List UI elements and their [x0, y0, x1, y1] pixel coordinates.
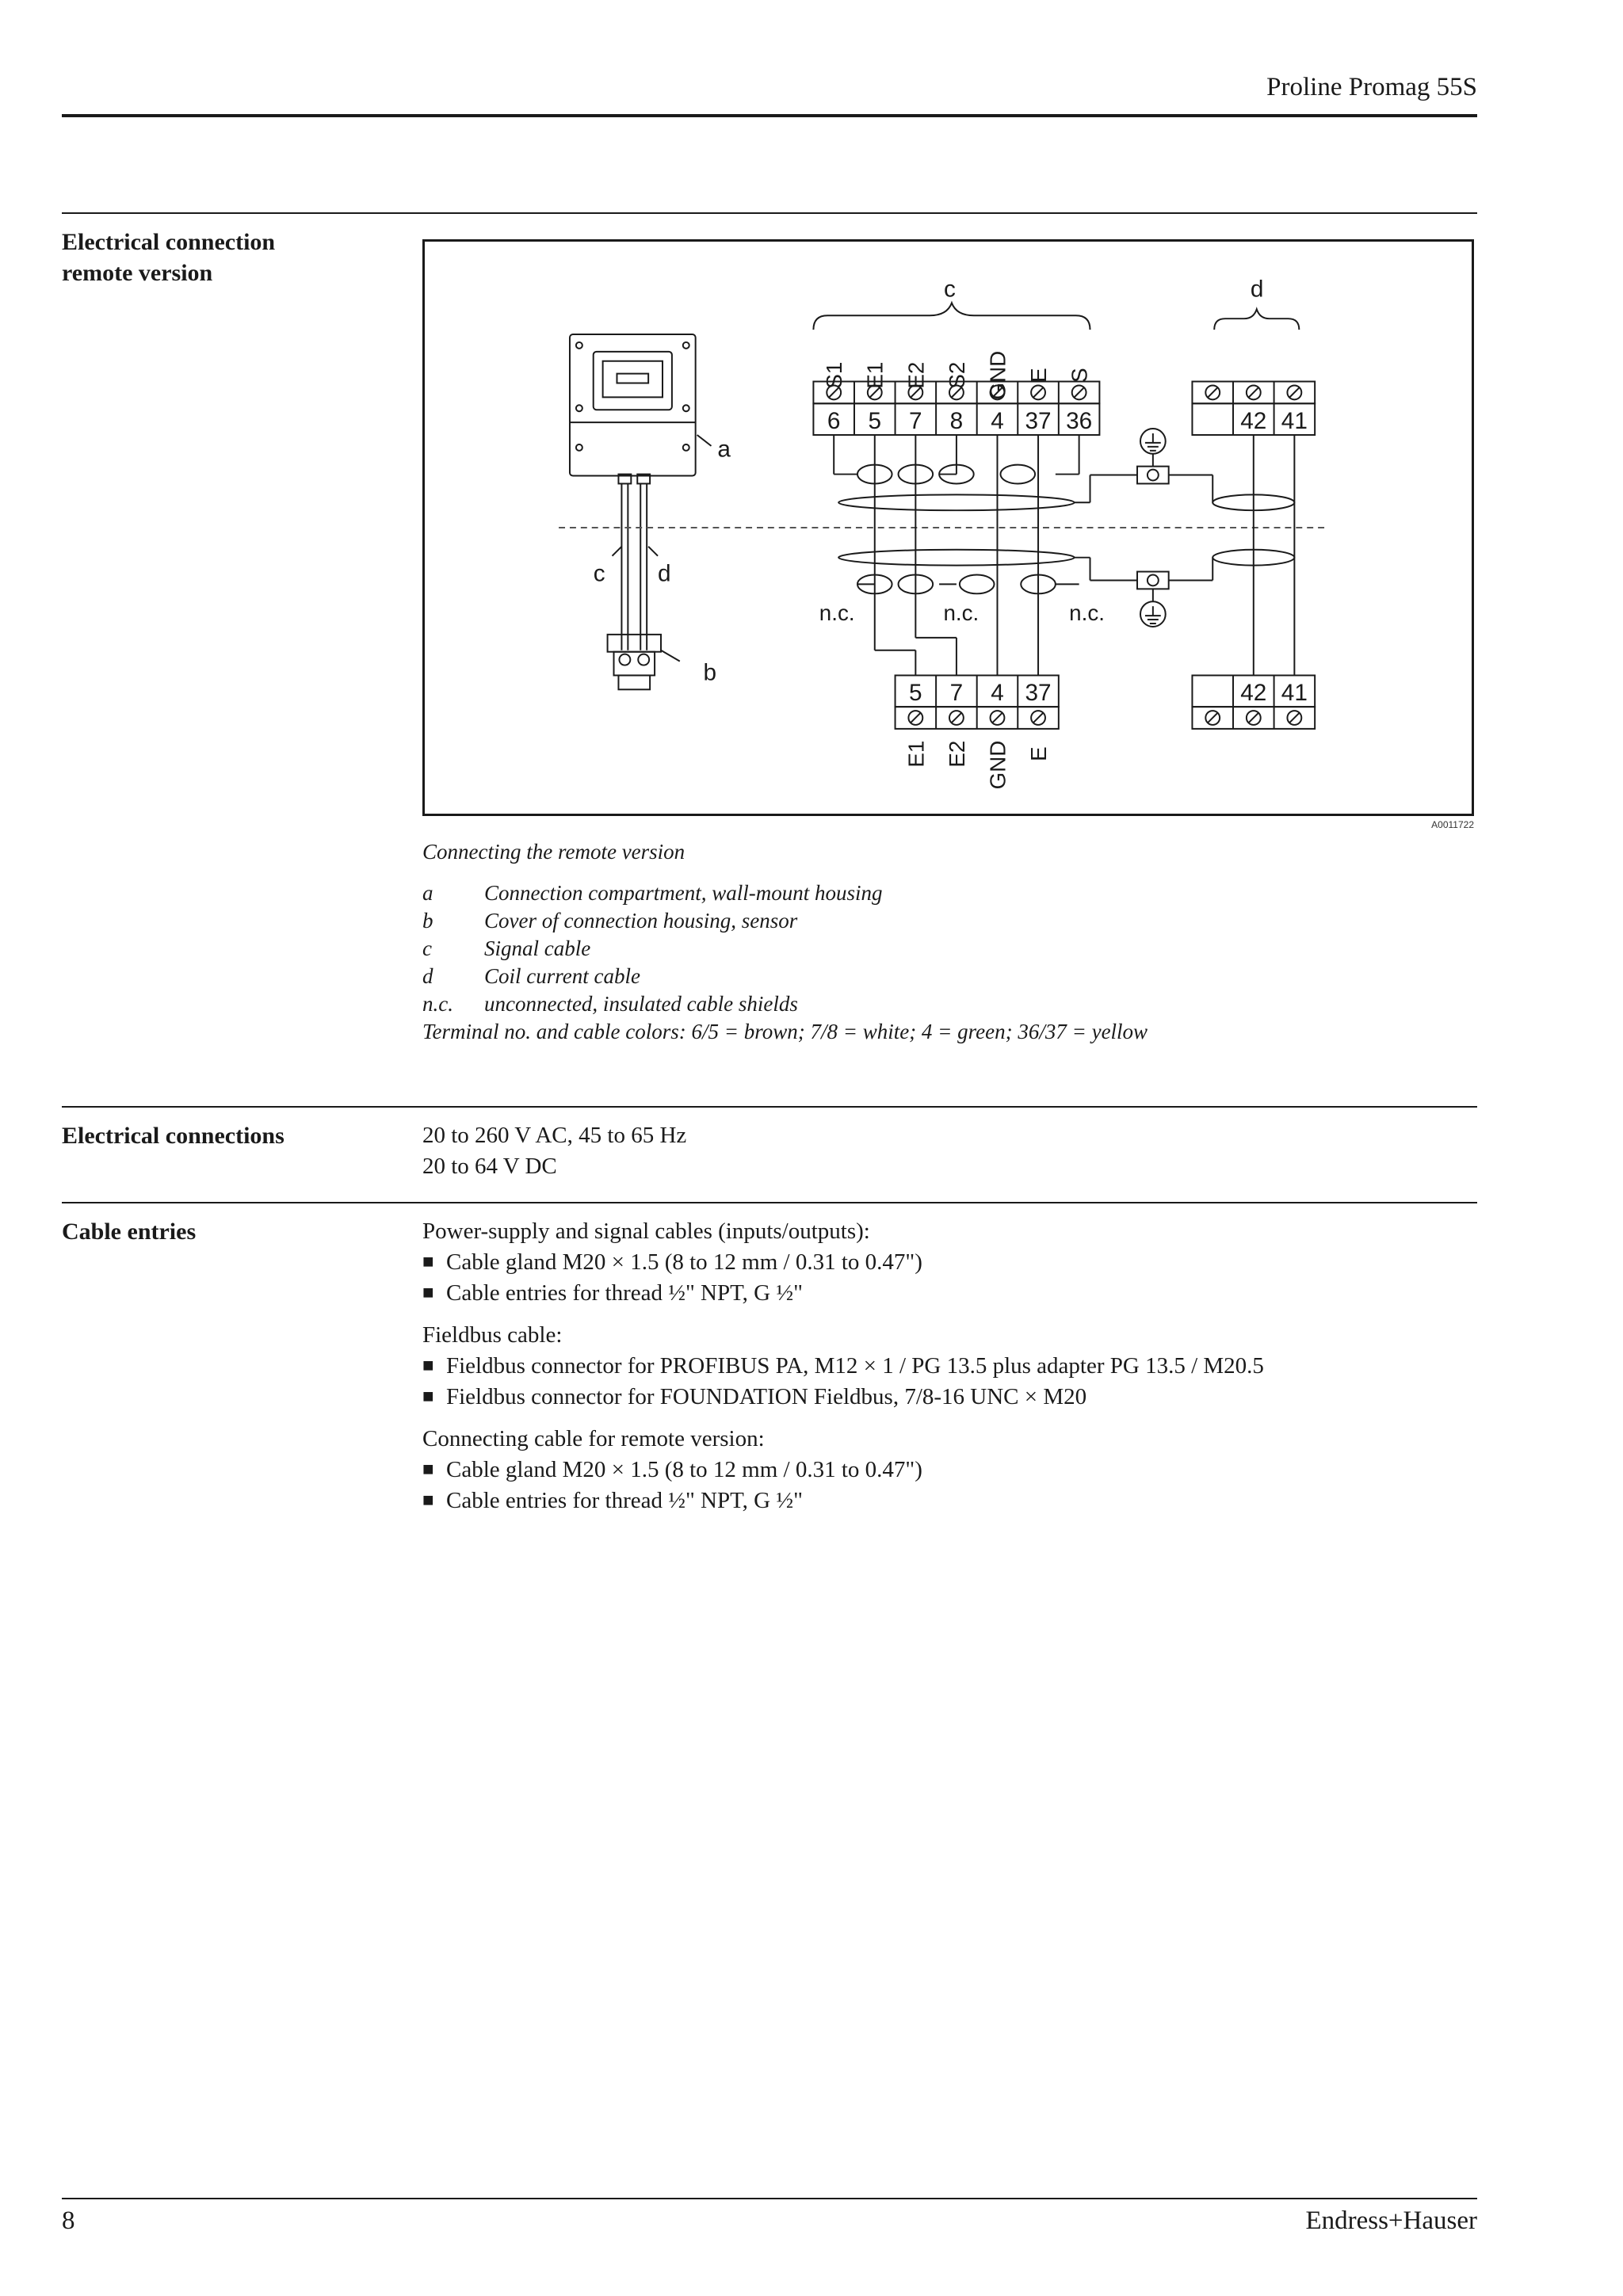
bottom-signal-numbers [909, 680, 1052, 706]
brace-d [1214, 309, 1299, 330]
bullet-item [422, 1351, 1476, 1382]
section-divider [62, 1202, 1477, 1203]
section-label-electrical: Electrical connections [62, 1123, 285, 1149]
legend-text: unconnected, insulated cable shields [484, 992, 798, 1016]
ground-icon-top [1090, 429, 1213, 502]
document-header-title: Proline Promag 55S [1266, 73, 1477, 101]
brace-c [813, 303, 1090, 330]
legend-key: n.c. [422, 992, 453, 1016]
legend-item [422, 879, 1148, 907]
bullet-icon: ■ [422, 1386, 434, 1407]
legend-key: a [422, 881, 433, 905]
coil-wires [1254, 435, 1295, 675]
terminal-screw-icon [1072, 385, 1086, 399]
ground-icon-bottom [1090, 558, 1213, 627]
terminal-number-label: 4 [991, 408, 1004, 435]
page-number: 8 [62, 2206, 75, 2235]
nc-labels [819, 601, 1105, 625]
bottom-signal-names [903, 741, 1051, 790]
legend-text: Connection compartment, wall-mount housing [484, 881, 883, 905]
bullet-text: Cable gland M20 × 1.5 (8 to 12 mm / 0.31 to 0.47") [446, 1249, 922, 1275]
legend-text: Cover of connection housing, sensor [484, 909, 798, 933]
nc-label: n.c. [943, 601, 980, 626]
bullet-icon: ■ [422, 1459, 434, 1480]
terminal-name-label: E2 [903, 361, 929, 389]
legend-key: b [422, 909, 433, 933]
bullet-text: Cable entries for thread ½" NPT, G ½" [446, 1280, 803, 1306]
bottom-terminal-screws [908, 711, 1301, 725]
terminal-number-label: 8 [949, 408, 964, 435]
legend-item [422, 907, 1148, 935]
signal-wires [834, 435, 1079, 675]
callout-c-left: c [593, 560, 605, 587]
wiring-diagram-figure [422, 239, 1474, 816]
callout-d-left: d [658, 560, 671, 587]
top-signal-numbers [827, 408, 1092, 434]
terminal-number-label: 5 [909, 680, 922, 707]
legend-text: Coil current cable [484, 964, 640, 988]
terminal-screw-icon [1205, 711, 1220, 725]
terminal-name-label: S1 [822, 361, 847, 389]
coil-number-label: 41 [1281, 408, 1308, 435]
terminal-screw-icon [1287, 711, 1301, 725]
nc-label: n.c. [1069, 601, 1105, 626]
terminal-screw-icon [1031, 711, 1045, 725]
terminal-number-label: 7 [949, 680, 964, 707]
group-title: Connecting cable for remote version: [422, 1426, 765, 1451]
section-divider [62, 1106, 1477, 1108]
footer-rule [62, 2198, 1477, 2199]
terminal-name-label: GND [985, 740, 1010, 790]
coil-number-label: 41 [1281, 680, 1308, 707]
terminal-number-label: 6 [827, 408, 841, 435]
section-label-line: remote version [62, 260, 213, 286]
bullet-item [422, 1278, 1476, 1309]
sensor-connection-housing [608, 635, 680, 689]
brace-c-label: c [944, 276, 956, 303]
wiring-diagram [425, 242, 1472, 814]
terminal-name-label: S2 [944, 361, 969, 389]
transmitter-housing [570, 334, 712, 483]
legend-item [422, 963, 1148, 990]
bullet-text: Cable gland M20 × 1.5 (8 to 12 mm / 0.31 to 0.47") [446, 1457, 922, 1482]
bullet-icon: ■ [422, 1252, 434, 1272]
nc-label: n.c. [819, 601, 855, 626]
legend-note: Terminal no. and cable colors: 6/5 = brown; 7/8 = white; 4 = green; 36/37 = yellow [422, 1020, 1148, 1043]
terminal-screw-icon [949, 711, 964, 725]
bullet-item [422, 1247, 1476, 1278]
terminal-number-label: 4 [991, 680, 1004, 707]
figure-legend [422, 879, 1148, 1046]
terminal-name-label: E [1025, 746, 1051, 761]
header-rule [62, 114, 1477, 117]
bullet-item [422, 1455, 1476, 1486]
figure-caption: Connecting the remote version [422, 840, 685, 864]
bullet-text: Fieldbus connector for FOUNDATION Fieldbus, 7/8-16 UNC × M20 [446, 1384, 1087, 1409]
bullet-icon: ■ [422, 1490, 434, 1511]
legend-key: d [422, 964, 433, 988]
terminal-number-label: 7 [909, 408, 922, 435]
top-terminal-screws [827, 385, 1301, 399]
terminal-screw-icon [1247, 711, 1261, 725]
terminal-number-label: 37 [1025, 408, 1052, 435]
section-label-cable: Cable entries [62, 1219, 197, 1245]
terminal-name-label: E1 [903, 740, 929, 768]
electrical-connections-text [422, 1120, 1476, 1182]
cable-entries-text [422, 1216, 1476, 1516]
legend-item [422, 935, 1148, 963]
terminal-name-label: S [1067, 368, 1092, 383]
voltage-dc: 20 to 64 V DC [422, 1154, 557, 1179]
terminal-name-label: E2 [944, 740, 969, 768]
terminal-screw-icon [908, 711, 922, 725]
terminal-name-label: E1 [862, 361, 888, 389]
legend-key: c [422, 936, 432, 960]
terminal-screw-icon [1287, 385, 1301, 399]
coil-number-label: 42 [1240, 680, 1267, 707]
figure-id: A0011722 [1431, 819, 1474, 830]
callout-a: a [717, 436, 731, 463]
bullet-icon: ■ [422, 1283, 434, 1303]
terminal-name-label: GND [985, 350, 1010, 400]
callout-b: b [703, 659, 717, 686]
terminal-number-label: 37 [1025, 680, 1052, 707]
bullet-text: Fieldbus connector for PROFIBUS PA, M12 × 1 / PG 13.5 plus adapter PG 13.5 / M20.5 [446, 1353, 1264, 1379]
terminal-number-label: 36 [1066, 408, 1093, 435]
section-label-remote [62, 227, 411, 288]
section-divider [62, 212, 1477, 214]
bullet-text: Cable entries for thread ½" NPT, G ½" [446, 1488, 803, 1513]
brace-d-label: d [1250, 276, 1264, 303]
remote-cables [613, 483, 659, 650]
cable-shields [838, 465, 1294, 594]
terminal-screw-icon [991, 711, 1005, 725]
voltage-ac: 20 to 260 V AC, 45 to 65 Hz [422, 1123, 687, 1148]
group-title: Fieldbus cable: [422, 1322, 563, 1348]
terminal-number-label: 5 [868, 408, 882, 435]
terminal-screw-icon [1205, 385, 1220, 399]
bullet-item [422, 1382, 1476, 1413]
terminal-screw-icon [1031, 385, 1045, 399]
group-title: Power-supply and signal cables (inputs/outputs): [422, 1219, 870, 1244]
legend-item [422, 990, 1148, 1018]
section-label-line: Electrical connection [62, 229, 276, 255]
bullet-item [422, 1486, 1476, 1516]
footer-brand: Endress+Hauser [1305, 2206, 1477, 2235]
legend-text: Signal cable [484, 936, 591, 960]
terminal-name-label: E [1025, 368, 1051, 383]
bullet-icon: ■ [422, 1356, 434, 1376]
terminal-screw-icon [1247, 385, 1261, 399]
coil-number-label: 42 [1240, 408, 1267, 435]
